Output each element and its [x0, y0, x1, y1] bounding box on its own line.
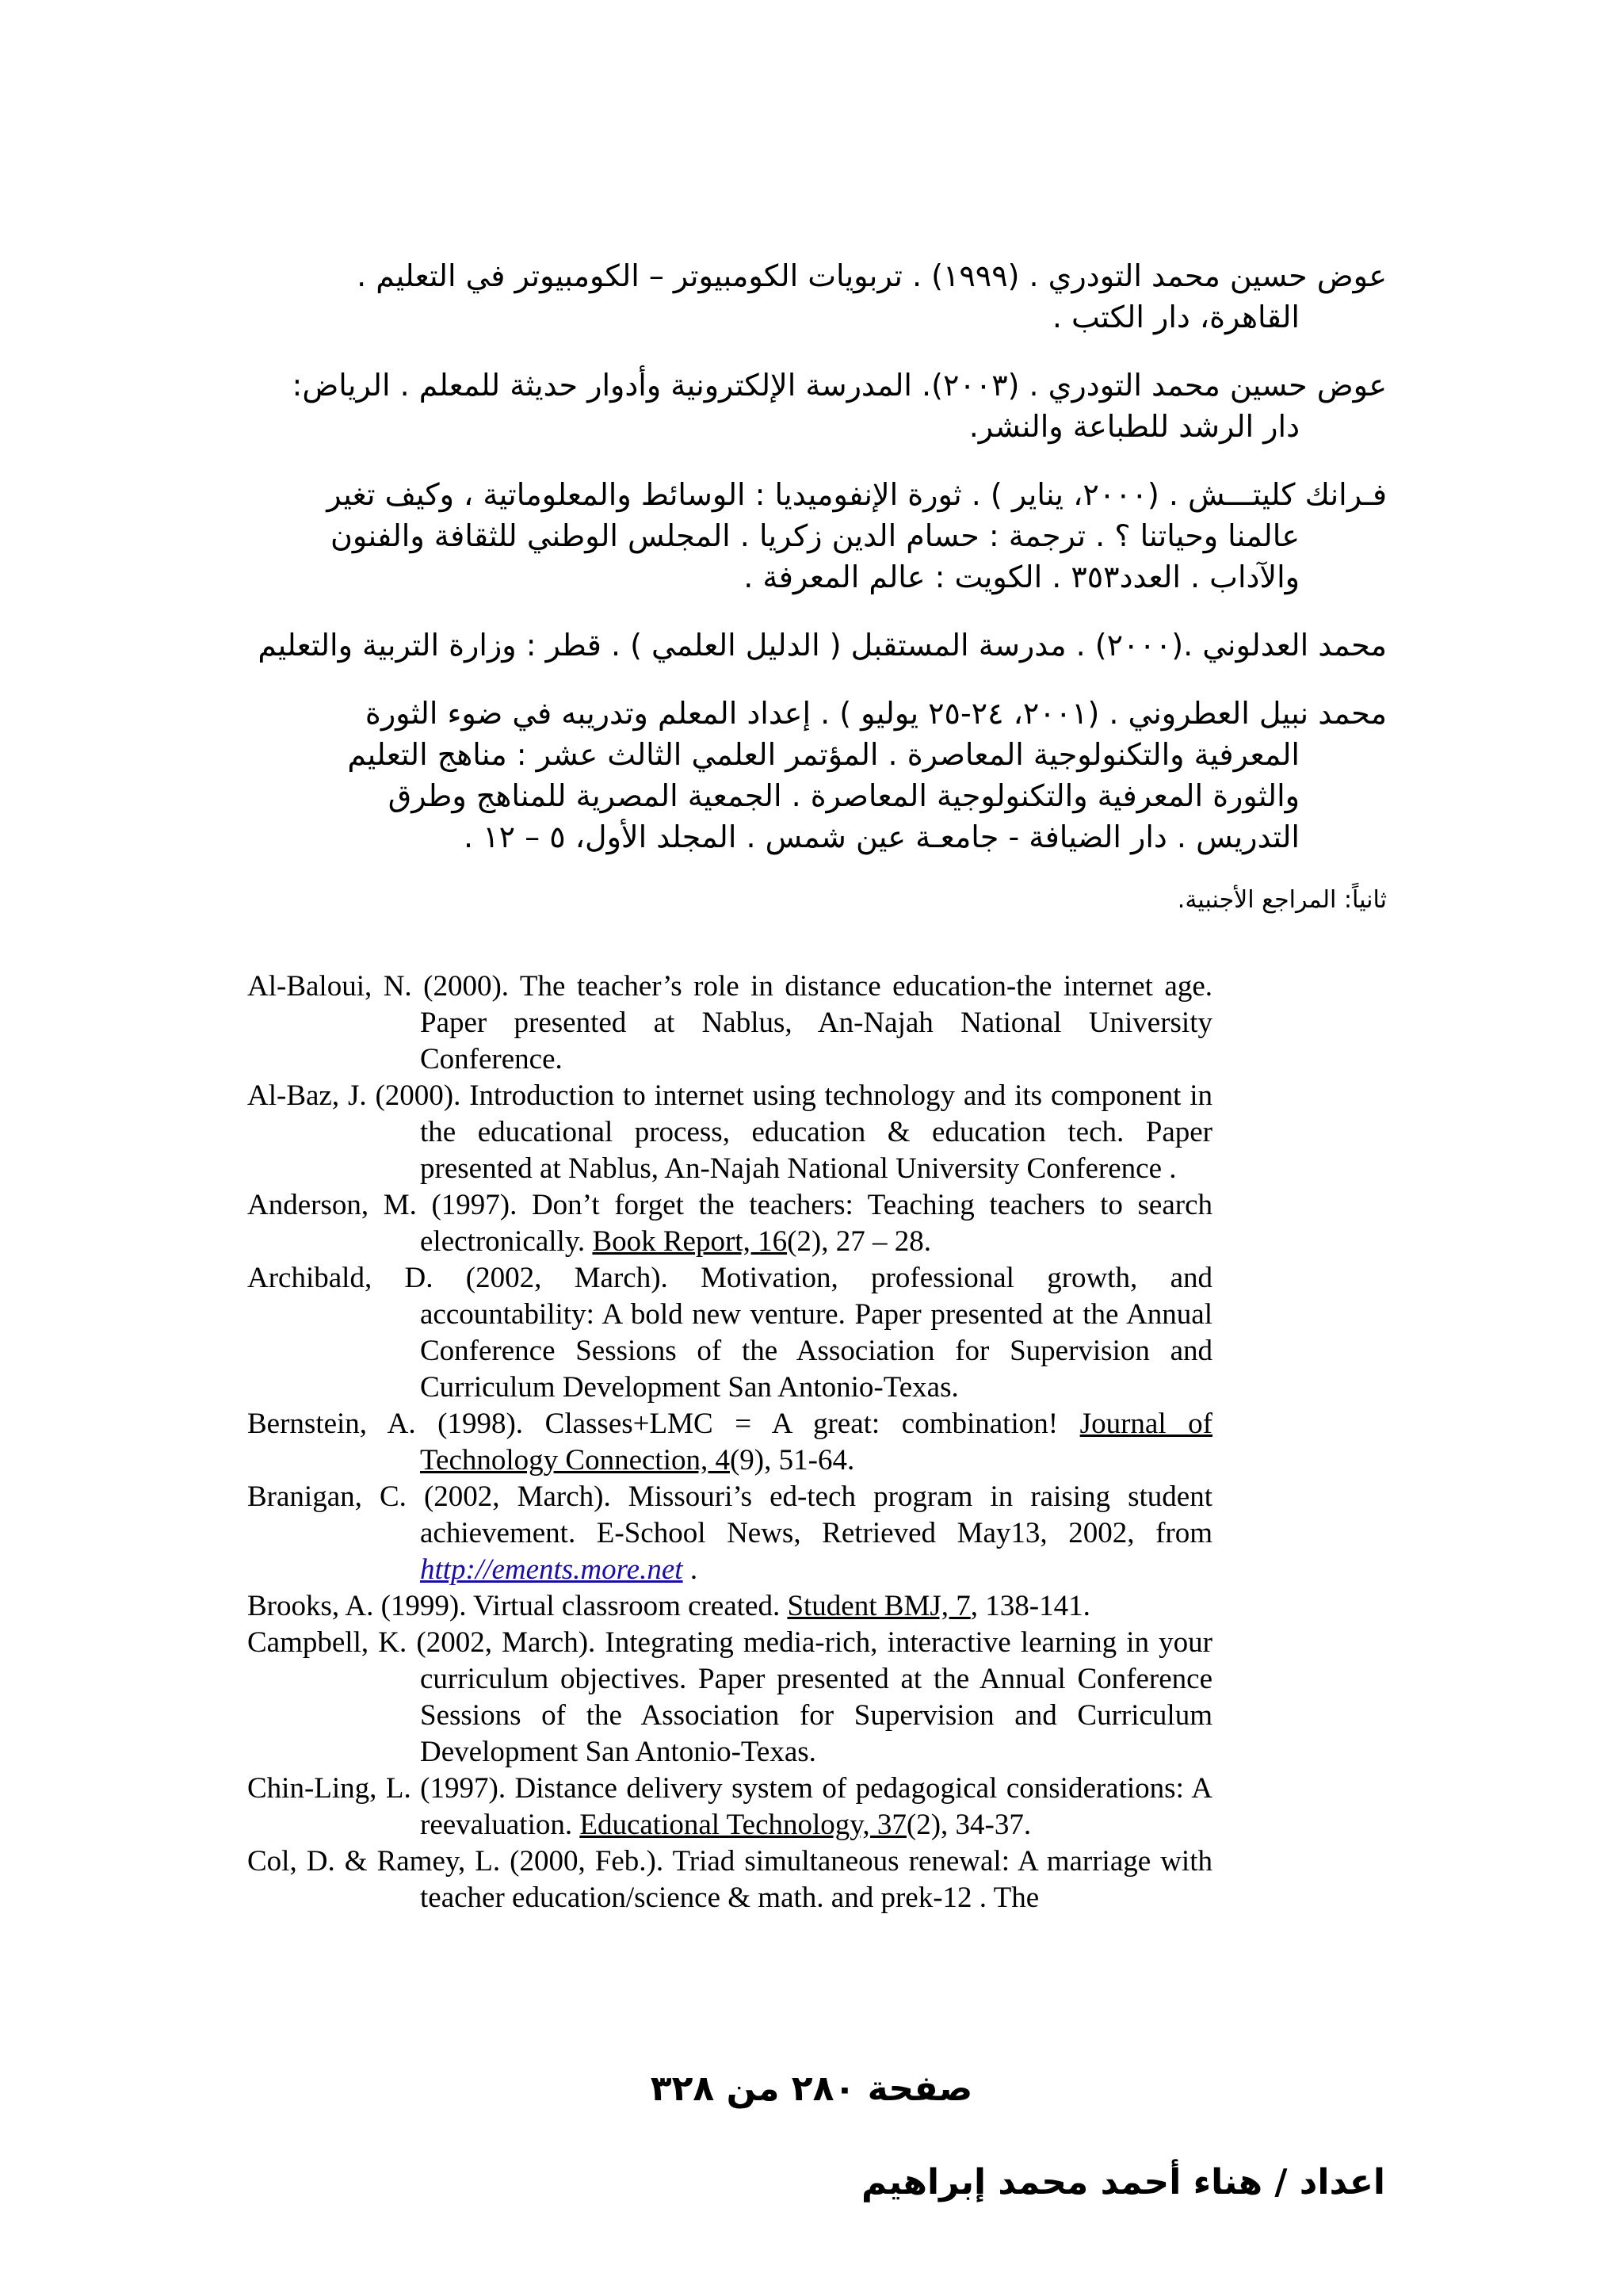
arabic-references [238, 255, 1387, 916]
reference-entry [247, 1187, 1212, 1260]
arabic-ref-3 [238, 474, 1387, 598]
reference-text: Bernstein, A. (1998). Classes+LMC = A great: combination! [247, 1408, 1080, 1440]
arabic-ref-line: دار الرشد للطباعة والنشر. [968, 409, 1300, 444]
journal-title: Educational Technology, 37 [579, 1809, 907, 1841]
page-number: صفحة ٢٨٠ من ٣٢٨ [650, 2069, 973, 2109]
arabic-ref-4 [238, 625, 1387, 666]
journal-title: Journal of Technology Connection, 4 [420, 1408, 1213, 1477]
arabic-ref-line: التدريس . دار الضيافة - جامعـة عين شمس . المجلد الأول، ٥ – ١٢ . [464, 819, 1300, 854]
arabic-ref-line: والآداب . العدد٣٥٣ . الكويت : عالم المعرفة . [743, 560, 1300, 594]
reference-entry: Col, D. & Ramey, L. (2000, Feb.). Triad simultaneous renewal: A marriage with teacher education/science & math. and prek-12 . The [247, 1845, 1212, 1914]
reference-entry: Archibald, D. (2002, March). Motivation, professional growth, and accountability: A bold new venture. Paper presented at the Annual Conference Sessions of the Association for Supervision and Curriculum Development San Antonio-Texas. [247, 1262, 1212, 1404]
arabic-ref-line: محمد العدلوني .(٢٠٠٠) . مدرسة المستقبل ( الدليل العلمي ) . قطر : وزارة التربية والتعليم [258, 628, 1387, 663]
english-references [247, 968, 1212, 1916]
reference-text: Chin-Ling, L. (1997). Distance delivery system of pedagogical considerations: A reevaluation. [247, 1772, 1212, 1841]
arabic-ref-line: القاهرة، دار الكتب . [1052, 300, 1300, 334]
arabic-ref-line: والثورة المعرفية والتكنولوجية المعاصرة . الجمعية المصرية للمناهج وطرق [388, 778, 1300, 813]
reference-text: Brooks, A. (1999). Virtual classroom created. [247, 1590, 788, 1622]
reference-text: , 138-141. [970, 1590, 1090, 1622]
author-credit: اعداد / هناء أحمد محمد إبراهيم [861, 2162, 1385, 2202]
reference-text: Branigan, C. (2002, March). Missouri’s ed-tech program in raising student achievement. E-School News, Retrieved May13, 2002, from [247, 1480, 1212, 1549]
arabic-ref-5 [238, 693, 1387, 858]
arabic-ref-1 [238, 255, 1387, 338]
reference-entry [247, 1771, 1212, 1843]
journal-title: Student BMJ, 7 [787, 1590, 971, 1622]
arabic-ref-line: عوض حسين محمد التودري . (٢٠٠٣). المدرسة الإلكترونية وأدوار حديثة للمعلم . الرياض: [292, 368, 1387, 403]
arabic-ref-line: عالمنا وحياتنا ؟ . ترجمة : حسام الدين زكريا . المجلس الوطني للثقافة والفنون [330, 518, 1300, 553]
reference-entry [247, 1588, 1212, 1625]
reference-text: (2), 27 – 28. [787, 1225, 931, 1258]
reference-text: Anderson, M. (1997). Don’t forget the teachers: Teaching teachers to search electronically. [247, 1189, 1212, 1258]
reference-text: . [682, 1553, 698, 1586]
reference-entry: Al-Baloui, N. (2000). The teacher’s role in distance education-the internet age. Paper presented at Nablus, An-Najah National University Conference. [247, 970, 1212, 1075]
reference-entry [247, 1479, 1212, 1588]
reference-text: (9), 51-64. [729, 1444, 855, 1477]
reference-link[interactable]: http://ements.more.net [420, 1553, 683, 1586]
reference-entry [247, 1406, 1212, 1479]
arabic-ref-line: المعرفية والتكنولوجية المعاصرة . المؤتمر العلمي الثالث عشر : مناهج التعليم [347, 737, 1300, 772]
arabic-ref-2 [238, 365, 1387, 447]
arabic-ref-line: عوض حسين محمد التودري . (١٩٩٩) . تربويات الكومبيوتر – الكومبيوتر في التعليم . [357, 258, 1387, 293]
reference-text: (2), 34-37. [906, 1809, 1032, 1841]
section-heading: ثانياً: المراجع الأجنبية. [1177, 886, 1387, 914]
arabic-ref-line: فـرانك كليتـــش . (٢٠٠٠، يناير ) . ثورة الإنفوميديا : الوسائط والمعلوماتية ، وكيف تغير [327, 477, 1387, 512]
arabic-ref-line: محمد نبيل العطروني . (٢٠٠١، ٢٤-٢٥ يوليو ) . إعداد المعلم وتدريبه في ضوء الثورة [365, 696, 1387, 731]
journal-title: Book Report, 16 [592, 1225, 788, 1258]
reference-entry: Al-Baz, J. (2000). Introduction to internet using technology and its component in the educational process, education & education tech. Paper presented at Nablus, An-Najah National University Conference . [247, 1079, 1212, 1185]
reference-entry: Campbell, K. (2002, March). Integrating media-rich, interactive learning in your curriculum objectives. Paper presented at the Annual Conference Sessions of the Association for Supervision and Curriculum Development San Antonio-Texas. [247, 1626, 1212, 1768]
